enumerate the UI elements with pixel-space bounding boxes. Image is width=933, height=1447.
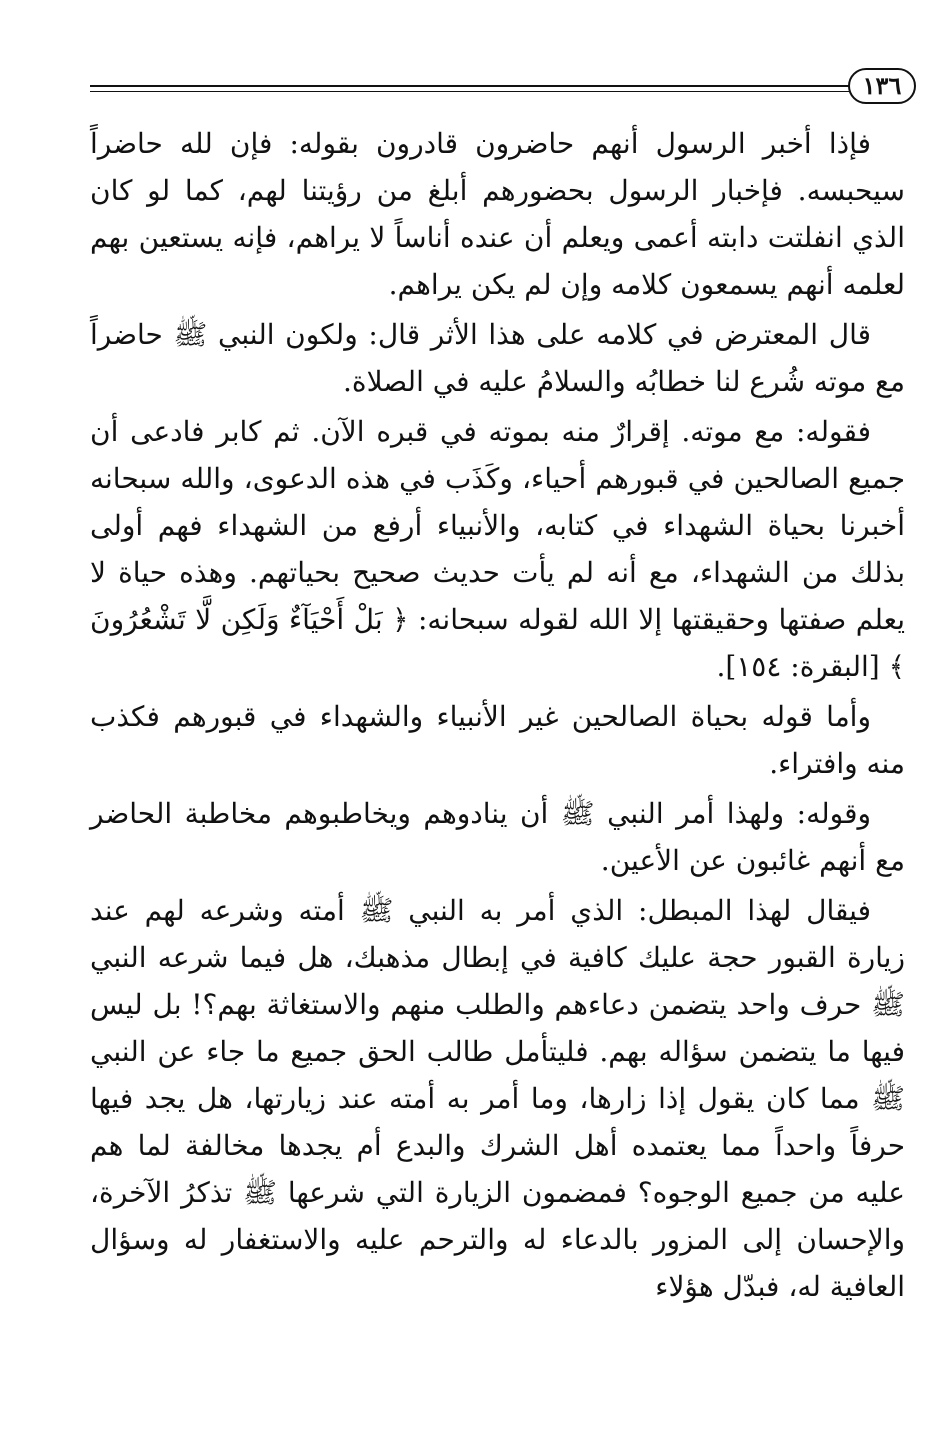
header-rule-thin [90,91,852,92]
paragraph: وقوله: ولهذا أمر النبي ﷺ أن ينادوهم ويخاطبوهم مخاطبة الحاضر مع أنهم غائبون عن الأعين. [90,797,905,877]
header-rule [90,85,852,87]
page-number: ١٣٦ [848,68,916,104]
page-header [0,66,933,106]
paragraph: فإذا أخبر الرسول أنهم حاضرون قادرون بقوله: فإن لله حاضراً سيحبسه. فإخبار الرسول بحضورهم أبلغ من رؤيتنا لهم، كما لو كان الذي انفلتت دابته أعمى ويعلم أن عنده أناساً لا يراهم، فإنه يستعين بهم لعلمه أنهم يسمعون كلامه وإن لم يكن يراهم. [90,127,905,301]
page-body [90,120,905,1313]
paragraph: وأما قوله بحياة الصالحين غير الأنبياء والشهداء في قبورهم فكذب منه وافتراء. [90,700,905,780]
paragraph: فيقال لهذا المبطل: الذي أمر به النبي ﷺ أمته وشرعه لهم عند زيارة القبور حجة عليك كافية في إبطال مذهبك، هل فيما شرعه النبي ﷺ حرف واحد يتضمن دعاءهم والطلب منهم والاستغاثة بهم؟! بل ليس فيها ما يتضمن سؤاله بهم. فليتأمل طالب الحق جميع ما جاء عن النبي ﷺ مما كان يقول إذا زارها، وما أمر به أمته عند زيارتها، هل يجد فيها حرفاً واحداً مما يعتمده أهل الشرك والبدع أم يجدها مخالفة لما هم عليه من جميع الوجوه؟ فمضمون الزيارة التي شرعها ﷺ تذكرُ الآخرة، والإحسان إلى المزور بالدعاء له والترحم عليه والاستغفار له وسؤال العافية له، فبدّل هؤلاء [90,894,905,1303]
paragraph: قال المعترض في كلامه على هذا الأثر قال: ولكون النبي ﷺ حاضراً مع موته شُرع لنا خطابُه والسلامُ عليه في الصلاة. [90,318,905,398]
paragraph: فقوله: مع موته. إقرارٌ منه بموته في قبره الآن. ثم كابر فادعى أن جميع الصالحين في قبورهم أحياء، وكَذَب في هذه الدعوى، والله سبحانه أخبرنا بحياة الشهداء في كتابه، والأنبياء أرفع من الشهداء فهم أولى بذلك من الشهداء، مع أنه لم يأت حديث صحيح بحياتهم. وهذه حياة لا يعلم صفتها وحقيقتها إلا الله لقوله سبحانه: ﴿ بَلْ أَحْيَآءٌ وَلَكِن لَّا تَشْعُرُونَ ﴾ [البقرة: ١٥٤]. [90,415,905,683]
